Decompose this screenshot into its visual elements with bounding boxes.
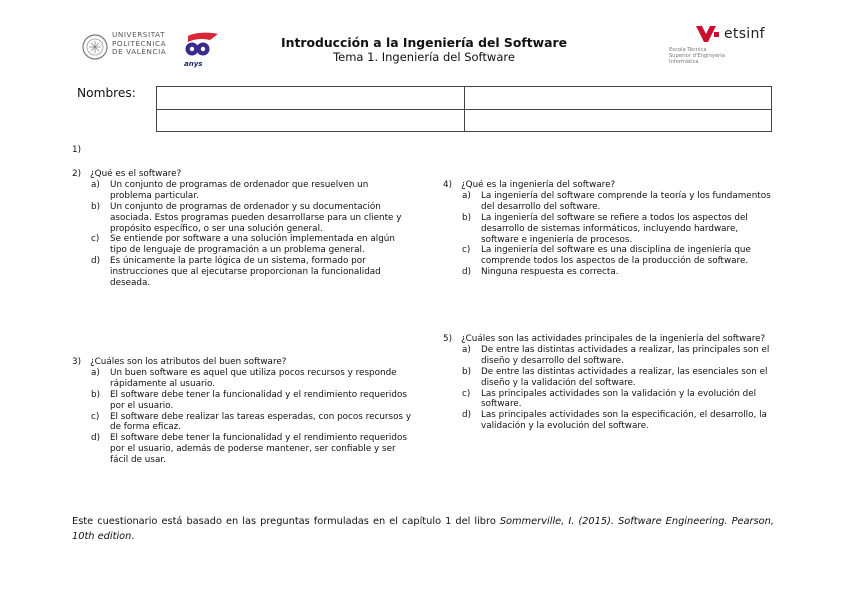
names-label: Nombres: [77,86,136,100]
question-stem: ¿Qué es la ingeniería del software? [461,180,616,190]
question-number: 5) [443,334,453,344]
upv-logo-text: UNIVERSITAT POLITÈCNICA DE VALÈNCIA [112,30,167,57]
answer-option[interactable]: a) La ingeniería del software comprende la teoría y los fundamentos del desarrollo del software. [462,190,771,212]
answer-option[interactable]: a) De entre las distintas actividades a realizar, las principales son el diseño y desarrollo del software. [462,344,770,366]
question-stem: ¿Cuáles son las actividades principales de la ingeniería del software? [461,334,766,344]
question-2 [72,169,412,289]
answer-option[interactable]: c) Las principales actividades son la validación y la evolución del software. [462,388,757,410]
question-1-label: 1) [72,145,82,155]
answer-option[interactable]: b) Un conjunto de programas de ordenador y su documentación asociada. Estos programas pueden desarrollarse para un cliente y propósito específico, o ser una solución general. [91,201,402,234]
answer-option[interactable]: b) La ingeniería del software se refiere a todos los aspectos del desarrollo de sistemas informáticos, incluyendo hardware, software e ingeniería de procesos. [462,212,748,245]
question-4 [443,180,776,278]
answer-option[interactable]: a) Un conjunto de programas de ordenador que resuelven un problema particular. [91,179,369,201]
source-note: Este cuestionario está basado en las preguntas formuladas en el capítulo 1 del libro Sommerville, I. (2015). Software Engineering. Pearson, 10th edition. [72,516,774,542]
question-number: 3) [72,357,82,367]
question-5 [443,334,776,432]
answer-option[interactable]: b) De entre las distintas actividades a realizar, las esenciales son el diseño y la validación del software. [462,366,768,388]
anys-label: anys [184,60,203,68]
question-stem: ¿Cuáles son los atributos del buen software? [90,357,287,367]
answer-option[interactable]: d) El software debe tener la funcionalidad y el rendimiento requeridos por el usuario, además de poderse mantener, ser confiable y ser fácil de usar. [91,433,407,466]
answer-option[interactable]: d) Es únicamente la parte lógica de un sistema, formado por instrucciones que al ejecutarse proporcionan la funcionalidad deseada. [91,256,381,289]
answer-option[interactable]: d) Las principales actividades son la especificación, el desarrollo, la validación y la evolución del software. [462,410,767,432]
answer-option[interactable]: c) La ingeniería del software es una disciplina de ingeniería que comprende todos los aspectos de la producción de software. [462,245,751,267]
answer-option[interactable]: d) Ninguna respuesta es correcta. [462,267,619,278]
name-field-3[interactable] [157,109,465,132]
question-3 [72,357,412,466]
etsinf-subtitle: Escola Tècnica Superior d'Enginyeria Informàtica [669,47,725,66]
question-stem: ¿Qué es el software? [90,169,182,179]
question-number: 2) [72,169,82,179]
etsinf-wordmark: etsinf [724,26,765,42]
page-title: Introducción a la Ingeniería del Software [281,35,567,50]
question-number: 4) [443,180,453,190]
names-table [156,86,772,132]
answer-option[interactable]: c) El software debe realizar las tareas esperadas, con pocos recursos y de forma eficaz. [91,411,412,433]
etsinf-logo-icon [694,24,722,44]
answer-option[interactable]: b) El software debe tener la funcionalidad y el rendimiento requeridos por el usuario. [91,389,407,411]
name-field-2[interactable] [464,87,772,110]
name-field-4[interactable] [464,109,772,132]
book-citation: Sommerville, I. (2015). Software Engineering. Pearson, 10th edition [72,516,774,542]
page-subtitle: Tema 1. Ingeniería del Software [333,50,515,64]
answer-option[interactable]: c) Se entiende por software a una solución implementada en algún tipo de lenguaje de programación a un problema general. [91,234,395,256]
name-field-1[interactable] [157,87,465,110]
answer-option[interactable]: a) Un buen software es aquel que utiliza pocos recursos y responde rápidamente al usuario. [91,367,397,389]
